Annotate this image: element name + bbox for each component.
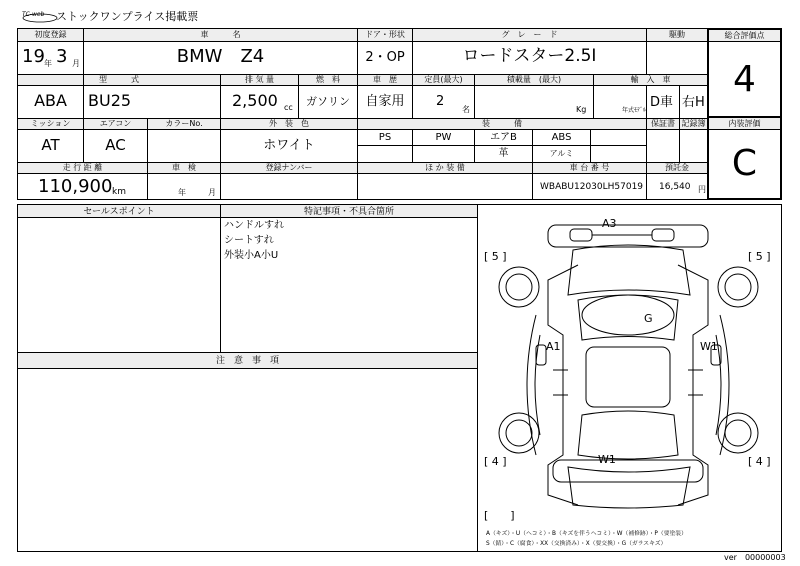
- wheel-front-left: [499, 267, 539, 307]
- rear-bumper-outline: [553, 460, 703, 482]
- interior-rating-box: [707, 116, 782, 200]
- model-code: BU25: [88, 91, 132, 110]
- label-equipment: 装 備: [482, 119, 522, 128]
- equip-ps: PS: [378, 132, 392, 143]
- inspection-year-unit: 年: [178, 188, 186, 197]
- label-bottom-left: [ 4 ]: [484, 455, 507, 468]
- header-logo: [18, 9, 58, 21]
- handle-side: 右H: [682, 95, 705, 110]
- equip-abs: ABS: [551, 132, 572, 143]
- history: 自家用: [365, 94, 405, 109]
- label-import: 輸 入 車: [630, 75, 671, 84]
- car-damage-diagram: [478, 205, 781, 551]
- mission: AT: [41, 136, 60, 154]
- label-first-reg: 初度登録: [34, 30, 67, 39]
- label-load: 積載量 (最大): [506, 75, 562, 84]
- page-title: ストックワンプライス掲載票: [56, 10, 199, 23]
- deposit-unit: 円: [698, 185, 706, 194]
- label-car-name: 車 名: [200, 30, 241, 39]
- overall-rating: 4: [733, 59, 756, 100]
- wheel-rear-left: [499, 413, 539, 453]
- capacity-unit: 名: [462, 105, 470, 114]
- note-item: ハンドルすれ: [224, 220, 284, 231]
- label-record: 記録簿: [681, 119, 706, 128]
- exterior-color: ホワイト: [263, 138, 315, 153]
- label-capacity: 定員(最大): [424, 75, 463, 84]
- chassis-number: WBABU12030LH57019: [540, 182, 644, 192]
- aircon: AC: [105, 136, 126, 154]
- model-prefix: ABA: [34, 91, 67, 110]
- year-model: 年式ﾓﾃﾞﾙ: [622, 107, 647, 114]
- label-w1-right: W1: [700, 340, 718, 353]
- label-history: 車 歴: [373, 75, 397, 84]
- label-a3: A3: [602, 217, 617, 230]
- label-mission: ミッション: [30, 119, 71, 128]
- interior-rating: C: [731, 143, 758, 184]
- label-model: 型 式: [99, 75, 139, 84]
- label-displacement: 排 気 量: [244, 75, 275, 84]
- label-door-type: ドア・形状: [365, 30, 405, 39]
- equip-pw: PW: [435, 132, 452, 143]
- front-bumper-outline: [548, 225, 708, 247]
- notes-title: 特記事項・不具合箇所: [303, 207, 394, 217]
- logo-text: TC-web: [22, 11, 45, 18]
- mileage: 110,900: [38, 176, 113, 197]
- version-label: ver 00000003: [724, 553, 786, 562]
- wheel-front-right: [718, 267, 758, 307]
- label-warranty: 保証書: [651, 119, 675, 128]
- displacement-unit: cc: [284, 103, 293, 112]
- fuel: ガソリン: [306, 95, 350, 108]
- displacement: 2,500: [232, 91, 278, 110]
- equip-airbag: エアB: [490, 132, 517, 143]
- dealer-car: D車: [650, 95, 674, 110]
- label-top-right: [ 5 ]: [748, 250, 771, 263]
- load-unit: Kg: [576, 105, 587, 114]
- car-name: BMW Z4: [176, 46, 265, 67]
- first-reg-year: 19: [22, 46, 45, 67]
- label-exterior: 外 装 色: [269, 119, 309, 128]
- label-aircon: エアコン: [99, 119, 132, 128]
- interior-label: 内装評価: [728, 119, 761, 128]
- label-bottom-bracket: [ ]: [484, 509, 515, 522]
- sales-point-title: セールスポイント: [83, 207, 155, 217]
- legend-line-1: A（キズ）・U（ヘコミ）・B（キズを伴うヘコミ）・W（補修跡）・P（要塗装）: [486, 531, 687, 537]
- label-mileage: 走 行 距 離: [62, 163, 103, 172]
- deposit: 16,540: [659, 182, 691, 192]
- note-item: 外装小A小U: [224, 250, 279, 261]
- label-w1-bottom: W1: [598, 453, 616, 466]
- label-deposit: 預託金: [665, 163, 689, 172]
- year-unit: 年: [44, 59, 52, 68]
- label-grade: グ レ ー ド: [501, 30, 558, 39]
- overall-label: 総合評価点: [724, 31, 765, 40]
- label-bottom-right: [ 4 ]: [748, 455, 771, 468]
- legend-line-2: S（錆）・C（腐食）・XX（交換済み）・X（要交換）・G（ガラスキズ）: [486, 541, 667, 547]
- label-plate: 登録ナンバー: [265, 163, 313, 172]
- label-g: G: [644, 312, 653, 325]
- label-a1: A1: [546, 340, 561, 353]
- mileage-unit: km: [112, 187, 126, 197]
- label-chassis: 車 台 番 号: [569, 163, 610, 172]
- grade: ロードスター2.5I: [462, 46, 597, 66]
- wheel-rear-right: [718, 413, 758, 453]
- first-reg-month: 3: [56, 46, 68, 67]
- month-unit: 月: [72, 59, 80, 68]
- label-fuel: 燃 料: [316, 75, 340, 84]
- label-drive: 駆動: [669, 30, 685, 39]
- door-type: 2・OP: [365, 50, 405, 65]
- caution-title: 注 意 事 項: [215, 356, 279, 366]
- car-body-outline: [568, 245, 690, 295]
- note-item: シートすれ: [224, 235, 274, 246]
- label-color-no: カラーNo.: [165, 119, 203, 128]
- label-other-equip: ほ か 装 備: [425, 163, 465, 172]
- equip-leather: 革: [498, 148, 509, 159]
- overall-rating-box: [707, 28, 782, 118]
- equip-alloy: アルミ: [549, 149, 574, 158]
- label-inspection: 車 検: [172, 163, 196, 172]
- capacity: 2: [436, 94, 445, 109]
- inspection-month-unit: 月: [208, 188, 216, 197]
- label-top-left: [ 5 ]: [484, 250, 507, 263]
